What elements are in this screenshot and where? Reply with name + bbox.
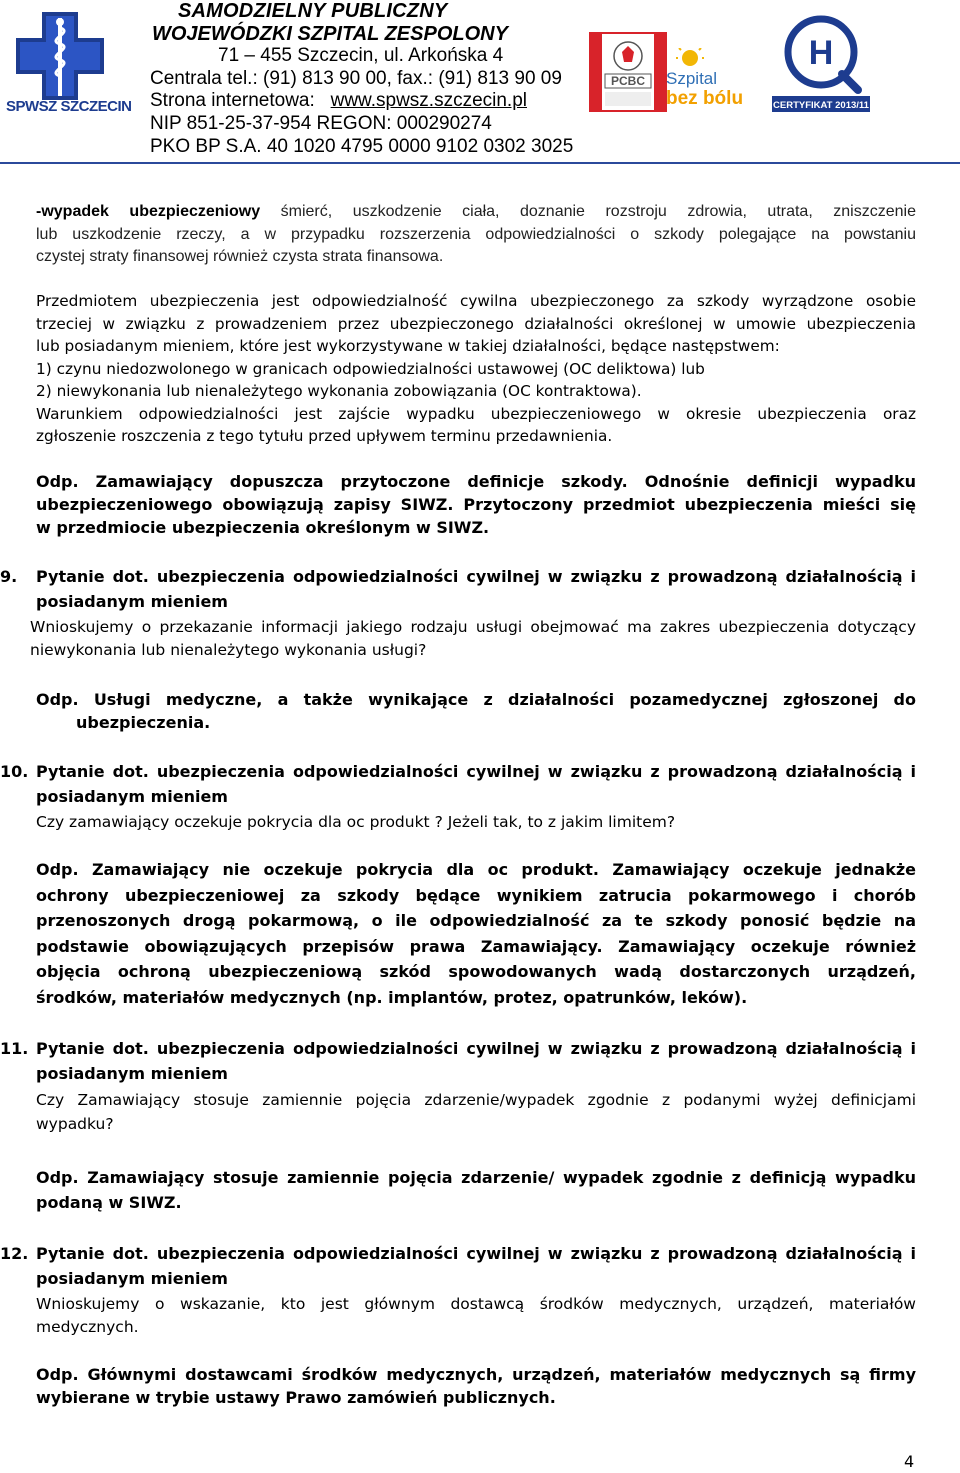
question-10-text: Czy zamawiający oczekuje pokrycia dla oc produkt ? Jeżeli tak, to z jakim limitem? — [36, 813, 676, 831]
header-line-6: NIP 851-25-37-954 REGON: 000290274 — [150, 112, 492, 134]
header-line-4: Centrala tel.: (91) 813 90 00, fax.: (91) 813 90 09 — [150, 67, 562, 89]
definition-term: -wypadek ubezpieczeniowy — [36, 203, 261, 220]
header-line-7: PKO BP S.A. 40 1020 4795 0000 9102 0302 3025 — [150, 135, 574, 157]
logo-caption: SPWSZ SZCZECIN — [6, 98, 132, 115]
answer-8: Odp. Zamawiający dopuszcza przytoczone definicje szkody. Odnośnie definicji wypadku ubezpieczeniowego obowiązują zapisy SIWZ. Przytoczony przedmiot ubezpieczenia mieści się w przedmiocie ubezpieczenia określonym w SIWZ. — [36, 472, 916, 537]
header-line-3: 71 – 455 Szczecin, ul. Arkońska 4 — [218, 45, 504, 67]
answer-12: Odp. Głównymi dostawcami środków medycznych, urządzeń, materiałów medycznych są firmy wybierane w trybie ustawy Prawo zamówień publicznych. — [36, 1365, 916, 1407]
page-number: 4 — [904, 1452, 915, 1471]
question-12-heading: 12. Pytanie dot. ubezpieczenia odpowiedzialności cywilnej w związku z prowadzoną działalnością i posiadanym mieniem — [0, 1241, 916, 1291]
answer-9: Odp. Usługi medyczne, a także wynikające z działalności pozamedycznej zgłoszonej do ubezpieczenia. — [36, 690, 916, 732]
quality-certificate-icon — [772, 12, 870, 112]
header-line-2: WOJEWÓDZKI SZPITAL ZESPOLONY — [152, 22, 508, 45]
header-line-5 — [150, 90, 590, 113]
question-number: 9. — [0, 567, 18, 586]
header-line-1: SAMODZIELNY PUBLICZNY — [178, 0, 448, 22]
hospital-address-block — [150, 0, 590, 158]
svg-text:CERTYFIKAT 2013/11: CERTYFIKAT 2013/11 — [773, 100, 869, 111]
question-number: 12. — [0, 1244, 29, 1263]
question-11-text: Czy Zamawiający stosuje zamiennie pojęcia zdarzenie/wypadek zgodnie z podanymi wyżej definicjami wypadku? — [36, 1091, 916, 1133]
pcbc-certificate-icon — [589, 32, 667, 112]
svg-text:PCBC: PCBC — [610, 74, 646, 88]
letterhead — [0, 0, 960, 164]
website-label: Strona internetowa: — [150, 90, 315, 112]
svg-text:H: H — [808, 34, 834, 72]
header-divider — [0, 162, 960, 164]
answer-11: Odp. Zamawiający stosuje zamiennie pojęcia zdarzenie/ wypadek zgodnie z definicją wypadku podaną w SIWZ. — [36, 1168, 916, 1212]
website-link[interactable]: www.spwsz.szczecin.pl — [330, 90, 527, 112]
question-9-text: Wnioskujemy o przekazanie informacji jakiego rodzaju usługi obejmować ma zakres ubezpieczenia dotyczący niewykonania lub nienależytego wykonania usługi? — [30, 618, 916, 659]
svg-text:Szpital: Szpital — [666, 69, 718, 88]
szpital-bez-bolu-icon — [662, 48, 762, 108]
definition-wypadek: -wypadek ubezpieczeniowy śmierć, uszkodzenie ciała, doznanie rozstroju zdrowia, utrata, zniszczenie lub uszkodzenie rzeczy, a w przypadku rozszerzenia odpowiedzialności o szkody polegające na powstaniu czystej straty finansowej również czysta strata finansowa. — [36, 203, 916, 265]
question-9-heading: 9. Pytanie dot. ubezpieczenia odpowiedzialności cywilnej w związku z prowadzoną działalnością i posiadanym mieniem — [0, 564, 916, 614]
question-11-heading: 11. Pytanie dot. ubezpieczenia odpowiedzialności cywilnej w związku z prowadzoną działalnością i posiadanym mieniem — [0, 1036, 916, 1086]
svg-text:bez bólu: bez bólu — [666, 88, 744, 108]
answer-10: Odp. Zamawiający nie oczekuje pokrycia dla oc produkt. Zamawiający oczekuje jednakże ochrony ubezpieczeniowej za szkody będące wynikiem zatrucia pokarmowego i chorób przenoszonych drogą pokarmową, o ile odpowiedzialność za te szkody ponosić będzie na podstawie obowiązujących przepisów prawa Zamawiający. Zamawiający oczekuje również objęcia ochroną ubezpieczeniową szkód spowodowanych wadą dostarczonych urządzeń, środków, materiałów medycznych (np. implantów, protez, opatrunków, leków). — [36, 860, 916, 1007]
question-12-text: Wnioskujemy o wskazanie, kto jest głównym dostawcą środków medycznych, urządzeń, materiałów medycznych. — [36, 1295, 916, 1336]
question-number: 11. — [0, 1039, 29, 1058]
paragraph-przedmiot: Przedmiotem ubezpieczenia jest odpowiedzialność cywilna ubezpieczonego za szkody wyrządzone osobie trzeciej w związku z prowadzeniem przez ubezpieczonego działalności określonej w umowie ubezpieczenia lub posiadanym mieniem, które jest wykorzystywane w takiej działalności, będące następstwem: 1) czynu niedozwolonego w granicach odpowiedzialności ustawowej (OC deliktowa) lub 2) niewykonania lub nienależytego wykonania zobowiązania (OC kontraktowa). Warunkiem odpowiedzialności jest zajście wypadku ubezpieczeniowego w okresie ubezpieczenia oraz zgłoszenie roszczenia z tego tytułu przed upływem terminu przedawnienia. — [36, 292, 916, 445]
question-10-heading: 10. Pytanie dot. ubezpieczenia odpowiedzialności cywilnej w związku z prowadzoną działalnością i posiadanym mieniem — [0, 759, 916, 809]
question-number: 10. — [0, 762, 29, 781]
